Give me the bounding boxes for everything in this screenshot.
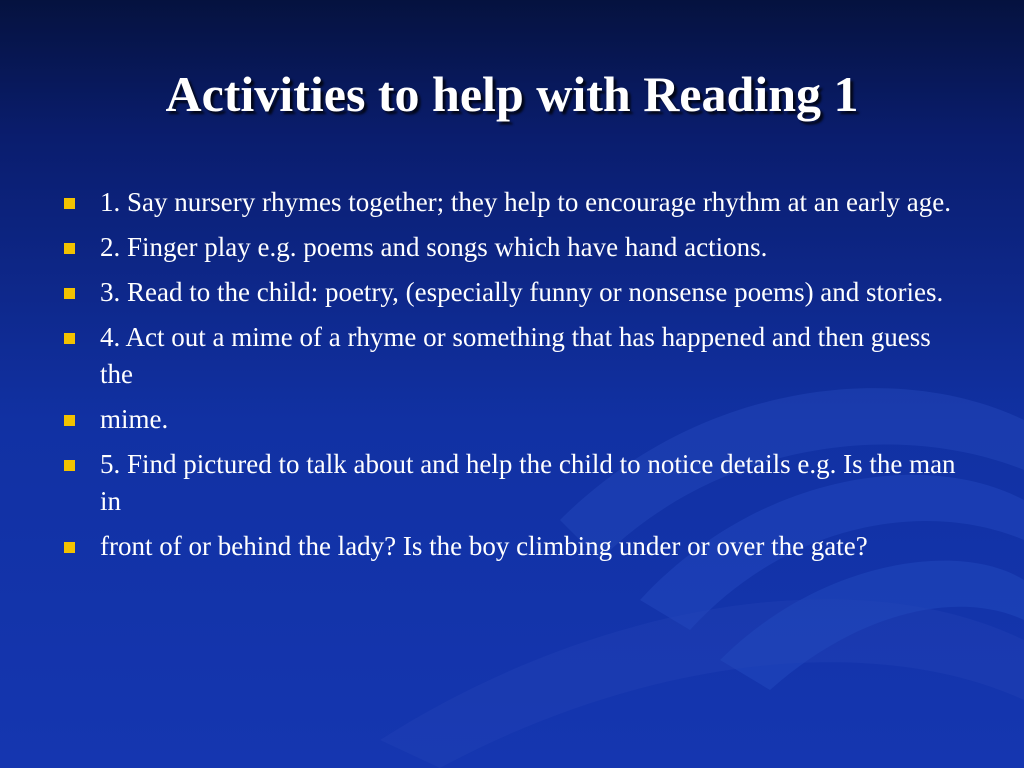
square-bullet-icon	[64, 243, 75, 254]
bullet-text: 1. Say nursery rhymes together; they help to encourage rhythm at an early age.	[100, 187, 951, 217]
bullet-list	[62, 184, 962, 573]
bullet-text: front of or behind the lady? Is the boy climbing under or over the gate?	[100, 531, 868, 561]
bullet-item	[62, 319, 962, 393]
bullet-item	[62, 446, 962, 520]
bullet-text: 3. Read to the child: poetry, (especially funny or nonsense poems) and stories.	[100, 277, 944, 307]
bullet-text: 2. Finger play e.g. poems and songs which have hand actions.	[100, 232, 768, 262]
bullet-text: 5. Find pictured to talk about and help the child to notice details e.g. Is the man in	[100, 449, 956, 516]
square-bullet-icon	[64, 415, 75, 426]
bullet-item	[62, 528, 962, 565]
bullet-text: mime.	[100, 404, 169, 434]
square-bullet-icon	[64, 288, 75, 299]
square-bullet-icon	[64, 542, 75, 553]
square-bullet-icon	[64, 333, 75, 344]
slide-title: Activities to help with Reading 1	[165, 66, 859, 122]
square-bullet-icon	[64, 460, 75, 471]
bullet-item	[62, 274, 962, 311]
bullet-text: 4. Act out a mime of a rhyme or something that has happened and then guess the	[100, 322, 931, 389]
bullet-item	[62, 184, 962, 221]
bullet-item	[62, 229, 962, 266]
bullet-item	[62, 401, 962, 438]
square-bullet-icon	[64, 198, 75, 209]
